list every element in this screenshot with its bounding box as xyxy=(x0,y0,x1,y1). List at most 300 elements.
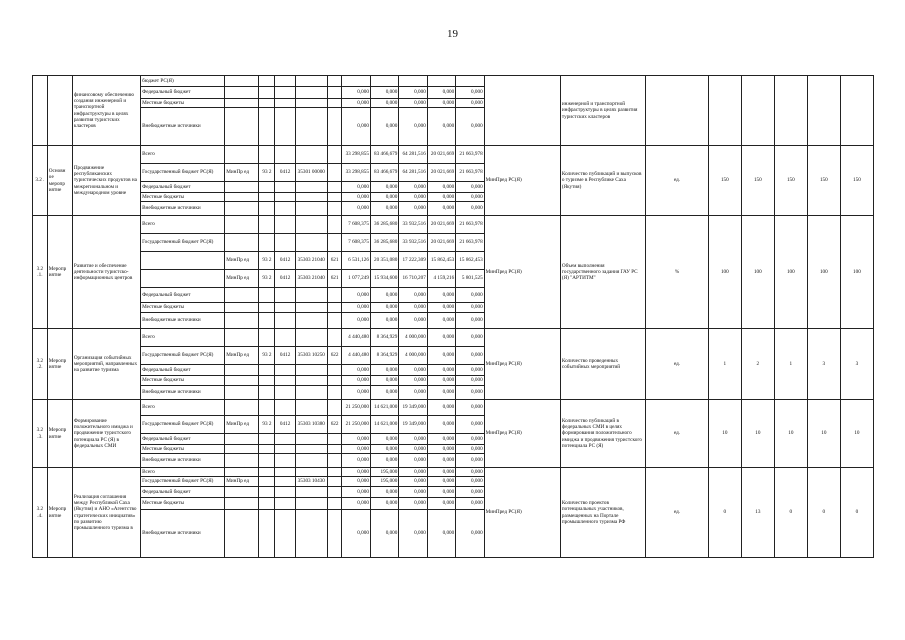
funding-source-cell: Всего xyxy=(141,400,225,416)
amount-cell: 21 663,978 xyxy=(456,164,484,182)
item-name-cell: Реализация соглашения между Республикой Саха (Якутия) и АНО «Агентство стратегических инициатив» по развитию промышленного туризма в xyxy=(72,468,140,558)
item-type-cell: Меропр иятие xyxy=(47,329,72,400)
amount-cell: 0,000 xyxy=(456,510,484,558)
amount-cell: 0,000 xyxy=(427,347,455,365)
budget-code-cell xyxy=(327,400,342,416)
budget-code-cell xyxy=(295,76,327,87)
unit-cell: ед. xyxy=(646,468,709,558)
budget-code-cell xyxy=(225,454,259,468)
budget-code-cell: МинПр ед xyxy=(225,347,259,365)
target-value-cell: 10 xyxy=(807,400,840,468)
amount-cell: 0,000 xyxy=(399,454,427,468)
budget-code-cell xyxy=(225,303,259,313)
budget-code-cell xyxy=(275,234,295,252)
amount-cell xyxy=(427,76,455,87)
budget-code-cell xyxy=(295,99,327,108)
budget-code-cell xyxy=(275,146,295,164)
amount-cell: 0,000 xyxy=(427,329,455,347)
target-value-cell: 13 xyxy=(741,468,774,558)
target-value-cell: 2 xyxy=(741,329,774,400)
executor-cell: МинПред РС(Я) xyxy=(484,216,560,329)
funding-source-cell: Всего xyxy=(141,468,225,477)
amount-cell: 36 285,680 xyxy=(370,234,398,252)
budget-code-cell xyxy=(259,202,275,216)
item-type-cell xyxy=(47,76,72,146)
indicator-cell: Количество проведенных событийных мероприятий xyxy=(560,329,645,400)
funding-source-cell: Местные бюджеты xyxy=(141,303,225,313)
budget-code-cell xyxy=(327,313,342,329)
budget-code-cell: МинПр ед xyxy=(225,164,259,182)
budget-code-cell xyxy=(225,182,259,193)
amount-cell: 4 159,216 xyxy=(427,270,455,288)
amount-cell: 0,000 xyxy=(342,193,370,202)
budget-code-cell xyxy=(327,193,342,202)
unit-cell: ед. xyxy=(646,146,709,216)
budget-code-cell xyxy=(275,76,295,87)
budget-code-cell xyxy=(295,376,327,386)
target-value-cell: 0 xyxy=(774,468,807,558)
budget-code-cell xyxy=(327,376,342,386)
funding-source-cell xyxy=(141,270,225,288)
amount-cell: 0,000 xyxy=(427,498,455,510)
budget-code-cell: 35303 21040 xyxy=(295,252,327,270)
funding-source-cell: Государственный бюджет РС(Я) xyxy=(141,234,225,252)
budget-code-cell xyxy=(295,510,327,558)
page-number: 19 xyxy=(447,28,458,40)
amount-cell: 0,000 xyxy=(427,434,455,445)
budget-code-cell: 93 2 xyxy=(259,164,275,182)
budget-code-cell xyxy=(259,329,275,347)
budget-code-cell xyxy=(275,329,295,347)
amount-cell: 0,000 xyxy=(456,329,484,347)
target-value-cell: 100 xyxy=(708,216,741,329)
amount-cell: 0,000 xyxy=(399,87,427,99)
funding-source-cell: Федеральный бюджет xyxy=(141,365,225,376)
budget-code-cell xyxy=(295,216,327,234)
amount-cell: 0,000 xyxy=(427,487,455,498)
budget-code-cell xyxy=(327,234,342,252)
table-row xyxy=(33,400,874,416)
amount-cell: 0,000 xyxy=(456,288,484,303)
amount-cell: 0,000 xyxy=(370,487,398,498)
budget-code-cell xyxy=(295,434,327,445)
amount-cell: 0,000 xyxy=(456,182,484,193)
budget-code-cell: 621 xyxy=(327,270,342,288)
amount-cell: 0,000 xyxy=(342,510,370,558)
amount-cell: 0,000 xyxy=(456,498,484,510)
amount-cell: 0,000 xyxy=(370,365,398,376)
budget-code-cell: 0412 xyxy=(275,416,295,434)
amount-cell: 0,000 xyxy=(399,386,427,400)
executor-cell: МинПред РС(Я) xyxy=(484,146,560,216)
amount-cell: 21 663,978 xyxy=(456,216,484,234)
budget-code-cell: 35303 10250 xyxy=(295,347,327,365)
amount-cell: 0,000 xyxy=(370,193,398,202)
indicator-cell: Количество публикаций в федеральных СМИ в целях формирования положительного имиджа и продвижения туристского потенциала РС (Я) xyxy=(560,400,645,468)
budget-code-cell: 0412 xyxy=(275,270,295,288)
amount-cell: 0,000 xyxy=(456,400,484,416)
item-type-cell: Меропр иятие xyxy=(47,400,72,468)
funding-source-cell: Государственный бюджет РС(Я) xyxy=(141,164,225,182)
amount-cell: 0,000 xyxy=(370,498,398,510)
budget-code-cell: МинПр ед xyxy=(225,252,259,270)
budget-code-cell xyxy=(225,216,259,234)
budget-code-cell xyxy=(275,193,295,202)
amount-cell: 0,000 xyxy=(370,454,398,468)
budget-code-cell xyxy=(295,329,327,347)
budget-code-cell xyxy=(275,434,295,445)
budget-code-cell: 0412 xyxy=(275,252,295,270)
budget-code-cell xyxy=(225,487,259,498)
amount-cell: 0,000 xyxy=(342,108,370,146)
amount-cell: 0,000 xyxy=(456,477,484,487)
budget-code-cell xyxy=(275,288,295,303)
funding-source-cell: Федеральный бюджет xyxy=(141,434,225,445)
item-number-cell: 3.2 .3. xyxy=(33,400,48,468)
amount-cell: 0,000 xyxy=(427,288,455,303)
amount-cell: 0,000 xyxy=(399,434,427,445)
amount-cell: 0,000 xyxy=(427,108,455,146)
budget-code-cell xyxy=(327,468,342,477)
budget-code-cell xyxy=(295,313,327,329)
funding-source-cell: Внебюджетные источники xyxy=(141,202,225,216)
indicator-cell: инженерной и транспортной инфраструктуры в целях развития туристских кластеров xyxy=(560,76,645,146)
program-table xyxy=(32,75,874,558)
funding-source-cell: Внебюджетные источники xyxy=(141,454,225,468)
budget-code-cell xyxy=(275,87,295,99)
amount-cell: 0,000 xyxy=(370,87,398,99)
target-value-cell: 10 xyxy=(708,400,741,468)
unit-cell xyxy=(646,76,709,146)
budget-code-cell: МинПр ед xyxy=(225,477,259,487)
budget-code-cell xyxy=(259,510,275,558)
amount-cell: 4 440,480 xyxy=(342,347,370,365)
amount-cell: 0,000 xyxy=(456,202,484,216)
budget-code-cell xyxy=(225,87,259,99)
budget-code-cell xyxy=(275,510,295,558)
budget-code-cell xyxy=(259,386,275,400)
amount-cell: 0,000 xyxy=(427,376,455,386)
budget-code-cell xyxy=(327,329,342,347)
target-value-cell: 0 xyxy=(807,468,840,558)
funding-source-cell: Государственный бюджет РС(Я) xyxy=(141,477,225,487)
item-name-cell: Организация событийных мероприятий, направленных на развитие туризма xyxy=(72,329,140,400)
budget-code-cell xyxy=(327,510,342,558)
target-value-cell: 150 xyxy=(840,146,873,216)
amount-cell: 0,000 xyxy=(342,376,370,386)
amount-cell: 0,000 xyxy=(427,445,455,454)
budget-code-cell xyxy=(259,303,275,313)
amount-cell: 7 608,375 xyxy=(342,234,370,252)
amount-cell: 0,000 xyxy=(399,99,427,108)
amount-cell: 0,000 xyxy=(399,376,427,386)
amount-cell: 0,000 xyxy=(342,202,370,216)
amount-cell: 15 934,600 xyxy=(370,270,398,288)
amount-cell: 19 349,000 xyxy=(399,416,427,434)
executor-cell: МинПред РС(Я) xyxy=(484,400,560,468)
item-type-cell: Меропр иятие xyxy=(47,216,72,329)
budget-code-cell xyxy=(259,76,275,87)
amount-cell: 0,000 xyxy=(399,365,427,376)
funding-source-cell xyxy=(141,252,225,270)
amount-cell: 0,000 xyxy=(399,202,427,216)
indicator-cell: Количество публикаций и выпусков о туризме в Республике Саха (Якутия) xyxy=(560,146,645,216)
budget-code-cell xyxy=(295,87,327,99)
amount-cell: 0,000 xyxy=(399,477,427,487)
budget-code-cell xyxy=(275,99,295,108)
budget-code-cell xyxy=(259,108,275,146)
budget-code-cell xyxy=(225,76,259,87)
target-value-cell xyxy=(774,76,807,146)
funding-source-cell: Федеральный бюджет xyxy=(141,182,225,193)
budget-code-cell xyxy=(225,313,259,329)
budget-code-cell xyxy=(259,234,275,252)
budget-code-cell xyxy=(259,445,275,454)
amount-cell: 0,000 xyxy=(456,376,484,386)
budget-code-cell xyxy=(225,193,259,202)
amount-cell: 0,000 xyxy=(342,445,370,454)
budget-code-cell xyxy=(259,376,275,386)
amount-cell: 0,000 xyxy=(427,386,455,400)
budget-code-cell xyxy=(225,434,259,445)
funding-source-cell: Местные бюджеты xyxy=(141,193,225,202)
budget-code-cell xyxy=(259,477,275,487)
budget-code-cell xyxy=(259,454,275,468)
budget-code-cell xyxy=(225,468,259,477)
budget-code-cell xyxy=(275,487,295,498)
amount-cell: 20 021,669 xyxy=(427,146,455,164)
budget-code-cell xyxy=(275,365,295,376)
amount-cell: 21 663,978 xyxy=(456,234,484,252)
budget-code-cell xyxy=(327,76,342,87)
amount-cell: 195,000 xyxy=(370,468,398,477)
amount-cell: 15 862,453 xyxy=(427,252,455,270)
item-name-cell: Развитие и обеспечение деятельности туристско-информационных центров xyxy=(72,216,140,329)
budget-code-cell: 0412 xyxy=(275,164,295,182)
amount-cell: 0,000 xyxy=(399,288,427,303)
amount-cell: 21 663,978 xyxy=(456,146,484,164)
budget-code-cell: 35303 10380 xyxy=(295,416,327,434)
budget-code-cell xyxy=(275,216,295,234)
amount-cell: 0,000 xyxy=(342,468,370,477)
amount-cell: 0,000 xyxy=(456,445,484,454)
amount-cell: 0,000 xyxy=(399,182,427,193)
amount-cell: 0,000 xyxy=(456,365,484,376)
amount-cell: 0,000 xyxy=(456,313,484,329)
budget-code-cell xyxy=(295,146,327,164)
target-value-cell: 10 xyxy=(741,400,774,468)
budget-code-cell xyxy=(295,386,327,400)
amount-cell: 0,000 xyxy=(456,87,484,99)
amount-cell: 0,000 xyxy=(370,386,398,400)
budget-code-cell xyxy=(275,303,295,313)
amount-cell: 21 250,000 xyxy=(342,416,370,434)
amount-cell: 0,000 xyxy=(427,202,455,216)
item-type-cell: Основн ое меропр иятие xyxy=(47,146,72,216)
amount-cell: 33 932,516 xyxy=(399,216,427,234)
target-value-cell: 150 xyxy=(741,146,774,216)
amount-cell: 83 466,679 xyxy=(370,164,398,182)
budget-code-cell xyxy=(225,146,259,164)
budget-code-cell: 622 xyxy=(327,416,342,434)
amount-cell: 195,000 xyxy=(370,477,398,487)
budget-code-cell xyxy=(295,288,327,303)
budget-code-cell xyxy=(259,468,275,477)
budget-code-cell xyxy=(275,400,295,416)
budget-code-cell xyxy=(225,445,259,454)
amount-cell: 0,000 xyxy=(342,182,370,193)
budget-code-cell xyxy=(259,313,275,329)
table-row xyxy=(33,329,874,347)
amount-cell: 0,000 xyxy=(370,202,398,216)
amount-cell: 4 000,000 xyxy=(399,347,427,365)
budget-code-cell xyxy=(327,445,342,454)
budget-code-cell: 93 2 xyxy=(259,270,275,288)
amount-cell: 7 608,375 xyxy=(342,216,370,234)
amount-cell: 33 932,516 xyxy=(399,234,427,252)
amount-cell: 5 801,525 xyxy=(456,270,484,288)
amount-cell: 14 621,000 xyxy=(370,400,398,416)
funding-source-cell: Внебюджетные источники xyxy=(141,313,225,329)
amount-cell: 83 466,679 xyxy=(370,146,398,164)
budget-code-cell xyxy=(275,376,295,386)
target-value-cell xyxy=(840,76,873,146)
amount-cell: 0,000 xyxy=(427,416,455,434)
amount-cell: 33 298,855 xyxy=(342,146,370,164)
budget-code-cell xyxy=(259,498,275,510)
budget-code-cell xyxy=(225,376,259,386)
amount-cell: 17 222,309 xyxy=(399,252,427,270)
amount-cell: 0,000 xyxy=(370,182,398,193)
budget-code-cell: 0412 xyxy=(275,347,295,365)
budget-code-cell xyxy=(295,365,327,376)
amount-cell: 0,000 xyxy=(399,498,427,510)
amount-cell: 6 531,126 xyxy=(342,252,370,270)
amount-cell: 0,000 xyxy=(427,313,455,329)
amount-cell: 0,000 xyxy=(370,510,398,558)
budget-code-cell xyxy=(295,193,327,202)
budget-code-cell xyxy=(259,87,275,99)
amount-cell: 33 298,855 xyxy=(342,164,370,182)
budget-code-cell xyxy=(275,386,295,400)
amount-cell: 36 285,680 xyxy=(370,216,398,234)
amount-cell: 0,000 xyxy=(456,468,484,477)
budget-code-cell: 93 2 xyxy=(259,347,275,365)
target-value-cell: 150 xyxy=(774,146,807,216)
budget-code-cell xyxy=(327,216,342,234)
amount-cell: 20 021,669 xyxy=(427,164,455,182)
amount-cell: 0,000 xyxy=(399,445,427,454)
budget-code-cell xyxy=(225,510,259,558)
budget-code-cell xyxy=(275,108,295,146)
budget-code-cell xyxy=(327,108,342,146)
budget-code-cell xyxy=(259,182,275,193)
budget-code-cell: 35303 21040 xyxy=(295,270,327,288)
amount-cell: 0,000 xyxy=(370,313,398,329)
amount-cell: 0,000 xyxy=(342,487,370,498)
budget-code-cell xyxy=(327,454,342,468)
amount-cell: 0,000 xyxy=(456,193,484,202)
budget-code-cell xyxy=(295,445,327,454)
amount-cell: 0,000 xyxy=(456,303,484,313)
amount-cell: 0,000 xyxy=(342,434,370,445)
item-number-cell xyxy=(33,76,48,146)
budget-code-cell xyxy=(275,454,295,468)
budget-code-cell xyxy=(327,487,342,498)
amount-cell: 0,000 xyxy=(342,498,370,510)
amount-cell: 8 364,929 xyxy=(370,347,398,365)
target-value-cell: 150 xyxy=(807,146,840,216)
target-value-cell: 150 xyxy=(708,146,741,216)
budget-code-cell xyxy=(225,234,259,252)
budget-code-cell: 93 2 xyxy=(259,416,275,434)
amount-cell xyxy=(342,76,370,87)
amount-cell: 0,000 xyxy=(342,365,370,376)
budget-code-cell xyxy=(295,400,327,416)
target-value-cell: 1 xyxy=(774,329,807,400)
budget-code-cell: МинПр ед xyxy=(225,416,259,434)
amount-cell: 1 077,249 xyxy=(342,270,370,288)
table-row xyxy=(33,76,874,87)
amount-cell: 0,000 xyxy=(370,99,398,108)
budget-code-cell xyxy=(327,365,342,376)
funding-source-cell: Всего xyxy=(141,329,225,347)
amount-cell: 19 349,000 xyxy=(399,400,427,416)
budget-code-cell xyxy=(225,108,259,146)
amount-cell: 0,000 xyxy=(427,400,455,416)
target-value-cell: 100 xyxy=(840,216,873,329)
budget-code-cell xyxy=(259,288,275,303)
amount-cell: 0,000 xyxy=(399,303,427,313)
budget-code-cell: 35301 00000 xyxy=(295,164,327,182)
table-row xyxy=(33,146,874,164)
amount-cell: 0,000 xyxy=(342,99,370,108)
amount-cell: 0,000 xyxy=(399,108,427,146)
funding-source-cell: Федеральный бюджет xyxy=(141,487,225,498)
budget-code-cell xyxy=(259,400,275,416)
budget-code-cell xyxy=(259,216,275,234)
budget-code-cell xyxy=(327,146,342,164)
budget-code-cell xyxy=(275,313,295,329)
budget-code-cell xyxy=(327,202,342,216)
budget-code-cell xyxy=(259,146,275,164)
amount-cell: 0,000 xyxy=(427,303,455,313)
target-value-cell xyxy=(807,76,840,146)
budget-code-cell: 35303 10430 xyxy=(295,477,327,487)
item-number-cell: 3.2 . xyxy=(33,146,48,216)
target-value-cell: 10 xyxy=(840,400,873,468)
amount-cell: 0,000 xyxy=(370,108,398,146)
budget-code-cell: 93 2 xyxy=(259,252,275,270)
budget-code-cell xyxy=(295,468,327,477)
target-value-cell: 0 xyxy=(840,468,873,558)
funding-source-cell: Федеральный бюджет xyxy=(141,87,225,99)
indicator-cell: Количество проектов потенциальных участников, размещенных на Портале промышленного туризма РФ xyxy=(560,468,645,558)
budget-code-cell xyxy=(275,477,295,487)
amount-cell: 8 364,929 xyxy=(370,329,398,347)
amount-cell: 0,000 xyxy=(342,313,370,329)
budget-code-cell xyxy=(295,454,327,468)
budget-code-cell xyxy=(225,365,259,376)
amount-cell: 0,000 xyxy=(427,477,455,487)
funding-source-cell: Федеральный бюджет xyxy=(141,288,225,303)
amount-cell: 0,000 xyxy=(342,386,370,400)
budget-code-cell xyxy=(275,498,295,510)
target-value-cell: 100 xyxy=(807,216,840,329)
table-row xyxy=(33,468,874,477)
budget-code-cell xyxy=(327,303,342,313)
executor-cell: МинПред РС(Я) xyxy=(484,468,560,558)
